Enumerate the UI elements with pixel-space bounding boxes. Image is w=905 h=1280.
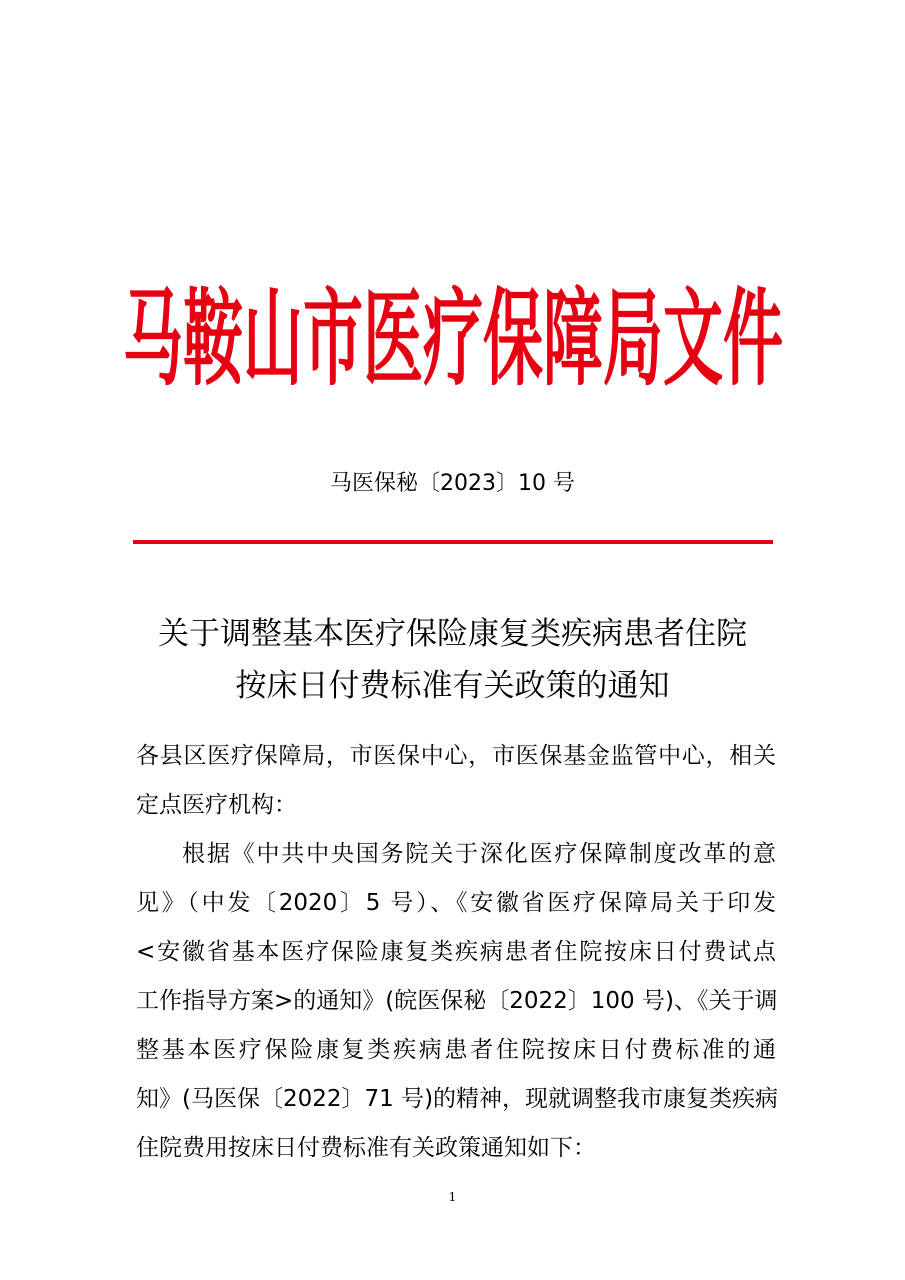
salutation-line-2: 定点医疗机构： (136, 792, 297, 818)
salutation-line-1: 各县区医疗保障局，市医保中心，市医保基金监管中心，相关 (136, 743, 776, 769)
paragraph-line-7: 住院费用按床日付费标准有关政策通知如下： (136, 1135, 596, 1161)
document-number: 马医保秘〔2023〕10 号 (330, 471, 575, 496)
document-body (136, 732, 779, 1173)
document-title (100, 608, 805, 712)
title-line-2: 按床日付费标准有关政策的通知 (235, 668, 670, 704)
masthead-text: 马鞍山市医疗保障局文件 (123, 278, 783, 401)
title-line-1: 关于调整基本医疗保险康复类疾病患者住院 (158, 616, 747, 652)
paragraph-line-2: 见》（中发〔2020〕5 号）、《安徽省医疗保障局关于印发 (136, 890, 776, 916)
paragraph-line-5: 整基本医疗保险康复类疾病患者住院按床日付费标准的通 (136, 1037, 776, 1063)
paragraph-line-4: 工作指导方案>的通知》(皖医保秘〔2022〕100 号)、《关于调 (136, 988, 778, 1014)
paragraph-line-1: 根据《中共中央国务院关于深化医疗保障制度改革的意 (182, 841, 776, 867)
page-number: 1 (448, 1190, 457, 1204)
paragraph-line-6: 知》(马医保〔2022〕71 号)的精神，现就调整我市康复类疾病 (136, 1086, 779, 1112)
document-masthead (123, 266, 783, 401)
paragraph-line-3: <安徽省基本医疗保险康复类疾病患者住院按床日付费试点 (136, 939, 776, 965)
red-divider-line (133, 540, 773, 544)
